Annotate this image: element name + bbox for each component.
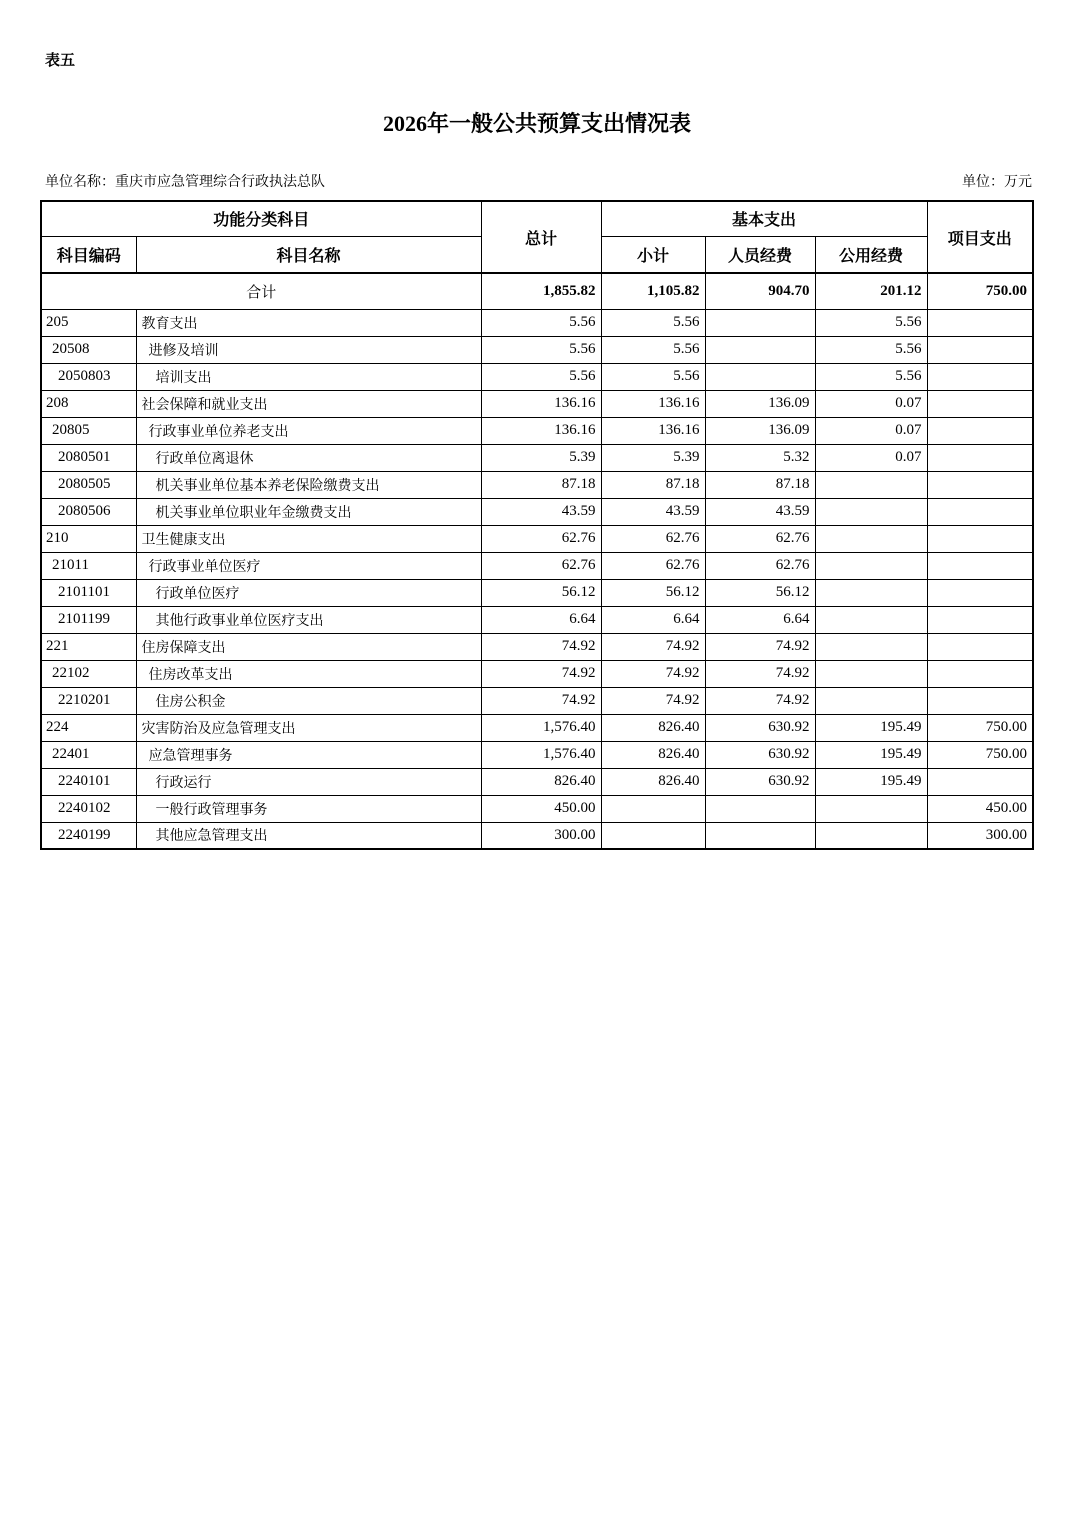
cell-subtotal: 74.92 (601, 633, 705, 660)
unit-label: 单位：万元 (962, 175, 1032, 190)
cell-total: 826.40 (481, 768, 601, 795)
cell-public: 195.49 (815, 768, 927, 795)
cell-project: 450.00 (927, 795, 1033, 822)
cell-subtotal: 826.40 (601, 714, 705, 741)
header-func-category: 功能分类科目 (41, 201, 481, 236)
table-row (41, 795, 1033, 822)
cell-subtotal: 74.92 (601, 687, 705, 714)
cell-name: 机关事业单位基本养老保险缴费支出 (136, 471, 481, 498)
cell-name: 卫生健康支出 (136, 525, 481, 552)
cell-personnel: 56.12 (705, 579, 815, 606)
cell-name: 行政单位医疗 (136, 579, 481, 606)
cell-personnel: 62.76 (705, 525, 815, 552)
cell-personnel: 87.18 (705, 471, 815, 498)
cell-name: 教育支出 (136, 309, 481, 336)
cell-subtotal: 826.40 (601, 741, 705, 768)
cell-code: 210 (41, 525, 136, 552)
cell-public (815, 660, 927, 687)
cell-total: 74.92 (481, 687, 601, 714)
cell-total: 300.00 (481, 822, 601, 849)
table-body (41, 273, 1033, 849)
table-row (41, 309, 1033, 336)
cell-project (927, 687, 1033, 714)
cell-code: 2080505 (41, 471, 136, 498)
table-header (41, 201, 1033, 273)
cell-total: 74.92 (481, 633, 601, 660)
cell-project (927, 336, 1033, 363)
meta-row (45, 171, 1032, 191)
cell-subtotal: 826.40 (601, 768, 705, 795)
table-row (41, 444, 1033, 471)
cell-total: 62.76 (481, 525, 601, 552)
cell-code: 2101101 (41, 579, 136, 606)
cell-subtotal: 5.56 (601, 309, 705, 336)
cell-name: 其他应急管理支出 (136, 822, 481, 849)
cell-personnel: 630.92 (705, 741, 815, 768)
cell-total: 6.64 (481, 606, 601, 633)
total-row-project: 750.00 (927, 273, 1033, 309)
cell-project (927, 579, 1033, 606)
cell-public (815, 633, 927, 660)
cell-public (815, 552, 927, 579)
table-row (41, 336, 1033, 363)
cell-name: 住房改革支出 (136, 660, 481, 687)
cell-name: 行政事业单位养老支出 (136, 417, 481, 444)
cell-project (927, 633, 1033, 660)
cell-subtotal: 5.56 (601, 363, 705, 390)
cell-personnel: 74.92 (705, 633, 815, 660)
table-tag: 表五 (45, 52, 76, 69)
cell-public (815, 795, 927, 822)
total-row-total: 1,855.82 (481, 273, 601, 309)
cell-code: 2240102 (41, 795, 136, 822)
cell-total: 450.00 (481, 795, 601, 822)
cell-personnel (705, 795, 815, 822)
cell-personnel (705, 309, 815, 336)
cell-subtotal: 136.16 (601, 390, 705, 417)
cell-subtotal: 5.39 (601, 444, 705, 471)
cell-subtotal: 62.76 (601, 525, 705, 552)
cell-public (815, 498, 927, 525)
cell-name: 行政运行 (136, 768, 481, 795)
budget-table (40, 200, 1034, 850)
cell-public: 5.56 (815, 336, 927, 363)
cell-public: 0.07 (815, 417, 927, 444)
cell-project (927, 390, 1033, 417)
cell-code: 22102 (41, 660, 136, 687)
table-row (41, 525, 1033, 552)
cell-project (927, 417, 1033, 444)
cell-subtotal: 87.18 (601, 471, 705, 498)
cell-project (927, 498, 1033, 525)
cell-code: 2210201 (41, 687, 136, 714)
header-grand-total: 总计 (481, 201, 601, 273)
total-row (41, 273, 1033, 309)
cell-name: 机关事业单位职业年金缴费支出 (136, 498, 481, 525)
total-row-personnel: 904.70 (705, 273, 815, 309)
table-row (41, 741, 1033, 768)
cell-code: 2080506 (41, 498, 136, 525)
unit-name-label: 单位名称：重庆市应急管理综合行政执法总队 (45, 175, 325, 190)
cell-name: 行政单位离退休 (136, 444, 481, 471)
cell-code: 2080501 (41, 444, 136, 471)
cell-code: 2240199 (41, 822, 136, 849)
cell-personnel (705, 822, 815, 849)
cell-personnel (705, 336, 815, 363)
cell-public: 0.07 (815, 444, 927, 471)
total-row-subtotal: 1,105.82 (601, 273, 705, 309)
cell-personnel: 43.59 (705, 498, 815, 525)
cell-name: 住房公积金 (136, 687, 481, 714)
cell-total: 5.56 (481, 336, 601, 363)
cell-subtotal: 6.64 (601, 606, 705, 633)
cell-project (927, 660, 1033, 687)
cell-subtotal: 136.16 (601, 417, 705, 444)
cell-project (927, 552, 1033, 579)
table-row (41, 687, 1033, 714)
total-row-label: 合计 (41, 273, 481, 309)
cell-code: 2101199 (41, 606, 136, 633)
cell-total: 1,576.40 (481, 714, 601, 741)
table-row (41, 417, 1033, 444)
cell-name: 应急管理事务 (136, 741, 481, 768)
table-row (41, 363, 1033, 390)
cell-name: 行政事业单位医疗 (136, 552, 481, 579)
total-row-public: 201.12 (815, 273, 927, 309)
table-row (41, 471, 1033, 498)
table-row (41, 606, 1033, 633)
cell-public (815, 687, 927, 714)
cell-personnel: 136.09 (705, 390, 815, 417)
cell-subtotal: 5.56 (601, 336, 705, 363)
cell-public: 195.49 (815, 741, 927, 768)
cell-total: 1,576.40 (481, 741, 601, 768)
header-subtotal: 小计 (601, 236, 705, 273)
cell-project: 300.00 (927, 822, 1033, 849)
cell-public: 195.49 (815, 714, 927, 741)
table-row (41, 660, 1033, 687)
cell-total: 5.56 (481, 363, 601, 390)
cell-name: 一般行政管理事务 (136, 795, 481, 822)
cell-personnel: 74.92 (705, 687, 815, 714)
cell-code: 20805 (41, 417, 136, 444)
cell-total: 136.16 (481, 417, 601, 444)
cell-subtotal: 62.76 (601, 552, 705, 579)
cell-name: 进修及培训 (136, 336, 481, 363)
cell-name: 培训支出 (136, 363, 481, 390)
cell-code: 22401 (41, 741, 136, 768)
cell-code: 208 (41, 390, 136, 417)
cell-personnel: 630.92 (705, 768, 815, 795)
table-row (41, 768, 1033, 795)
cell-total: 5.56 (481, 309, 601, 336)
cell-project (927, 471, 1033, 498)
cell-name: 社会保障和就业支出 (136, 390, 481, 417)
table-row (41, 498, 1033, 525)
cell-total: 43.59 (481, 498, 601, 525)
cell-total: 87.18 (481, 471, 601, 498)
cell-public (815, 606, 927, 633)
cell-personnel: 5.32 (705, 444, 815, 471)
header-personnel: 人员经费 (705, 236, 815, 273)
table-row (41, 822, 1033, 849)
cell-project (927, 606, 1033, 633)
cell-public (815, 822, 927, 849)
cell-personnel: 6.64 (705, 606, 815, 633)
cell-project (927, 444, 1033, 471)
cell-project: 750.00 (927, 714, 1033, 741)
cell-total: 136.16 (481, 390, 601, 417)
cell-project (927, 525, 1033, 552)
cell-code: 224 (41, 714, 136, 741)
table-row (41, 579, 1033, 606)
cell-total: 56.12 (481, 579, 601, 606)
table-row (41, 714, 1033, 741)
cell-code: 2050803 (41, 363, 136, 390)
table-row (41, 552, 1033, 579)
cell-name: 灾害防治及应急管理支出 (136, 714, 481, 741)
cell-personnel: 630.92 (705, 714, 815, 741)
cell-subtotal (601, 822, 705, 849)
header-subject-code: 科目编码 (41, 236, 136, 273)
cell-subtotal: 56.12 (601, 579, 705, 606)
cell-subtotal: 43.59 (601, 498, 705, 525)
cell-project (927, 363, 1033, 390)
cell-public (815, 525, 927, 552)
cell-project (927, 309, 1033, 336)
header-public: 公用经费 (815, 236, 927, 273)
cell-total: 74.92 (481, 660, 601, 687)
cell-code: 2240101 (41, 768, 136, 795)
cell-project: 750.00 (927, 741, 1033, 768)
cell-personnel: 62.76 (705, 552, 815, 579)
cell-total: 5.39 (481, 444, 601, 471)
cell-total: 62.76 (481, 552, 601, 579)
cell-public (815, 471, 927, 498)
header-project-expense: 项目支出 (927, 201, 1033, 273)
cell-personnel: 136.09 (705, 417, 815, 444)
cell-personnel (705, 363, 815, 390)
page-title: 2026年一般公共预算支出情况表 (382, 111, 691, 136)
cell-code: 205 (41, 309, 136, 336)
cell-subtotal (601, 795, 705, 822)
header-subject-name: 科目名称 (136, 236, 481, 273)
cell-public (815, 579, 927, 606)
cell-code: 20508 (41, 336, 136, 363)
cell-code: 21011 (41, 552, 136, 579)
header-basic-expense: 基本支出 (601, 201, 927, 236)
cell-project (927, 768, 1033, 795)
cell-personnel: 74.92 (705, 660, 815, 687)
cell-subtotal: 74.92 (601, 660, 705, 687)
cell-name: 住房保障支出 (136, 633, 481, 660)
cell-public: 5.56 (815, 309, 927, 336)
table-row (41, 390, 1033, 417)
cell-public: 0.07 (815, 390, 927, 417)
cell-code: 221 (41, 633, 136, 660)
cell-name: 其他行政事业单位医疗支出 (136, 606, 481, 633)
table-row (41, 633, 1033, 660)
cell-public: 5.56 (815, 363, 927, 390)
